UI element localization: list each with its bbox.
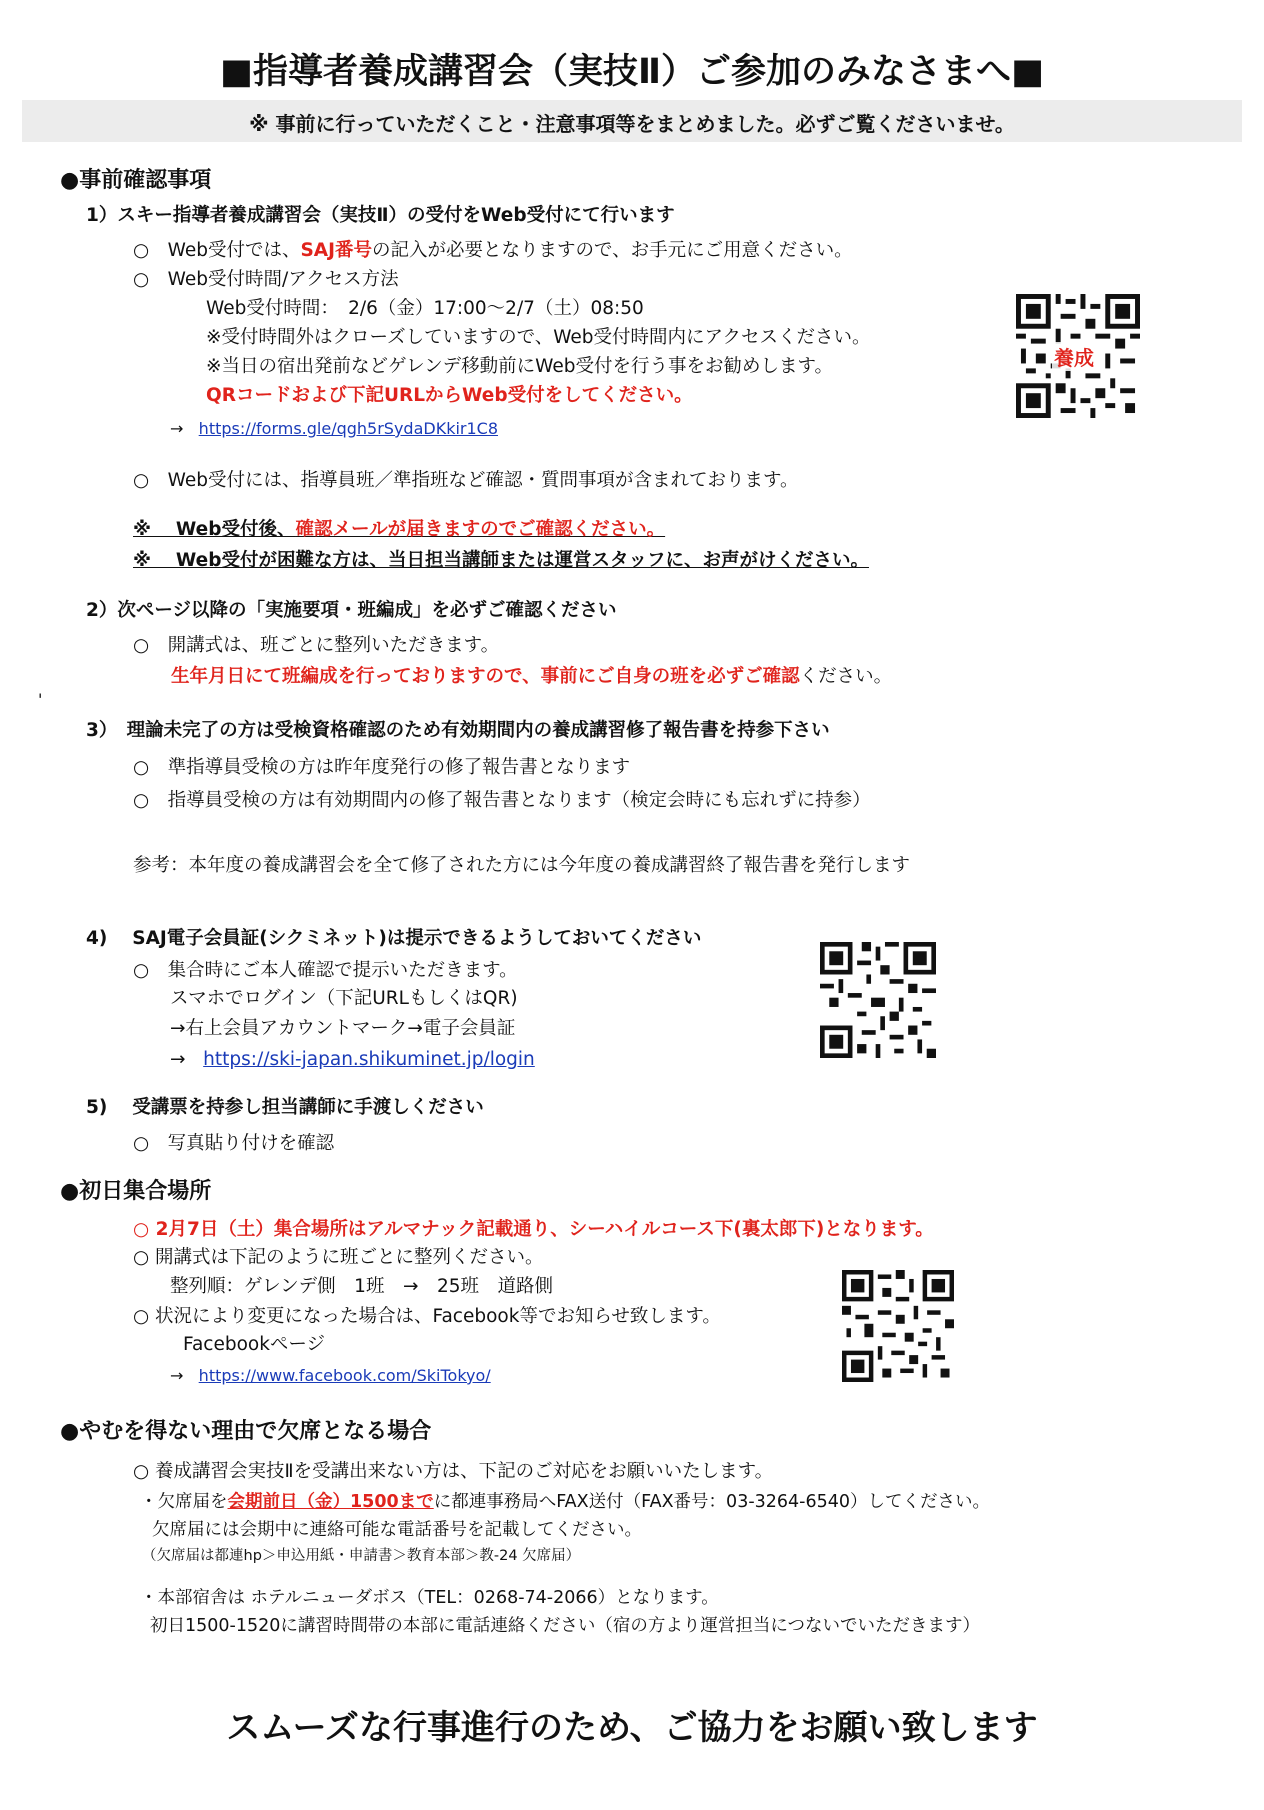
meeting-bullet1: ○ 開講式は下記のように班ごとに整列ください。 [133, 1247, 544, 1268]
qr-code-icon [842, 1270, 954, 1382]
item1-link-row [170, 419, 498, 438]
item4-path: →右上会員アカウントマーク→電子会員証 [170, 1018, 516, 1039]
notice-band-text: ※ 事前に行っていただくこと・注意事項等をまとめました。必ずご覧くださいませ。 [249, 112, 1015, 136]
page-title: ■指導者養成講習会（実技Ⅱ）ご参加のみなさまへ■ [219, 52, 1045, 92]
section-heading-absence: ●やむを得ない理由で欠席となる場合 [60, 1419, 432, 1444]
note-closed-hours: ※受付時間外はクローズしていますので、Web受付時間内にアクセスください。 [206, 327, 871, 348]
web-reception-time: Web受付時間： 2/6（金）17:00～2/7（土）08:50 [206, 298, 644, 319]
item4-login: スマホでログイン（下記URLもしくはQR) [170, 988, 518, 1009]
arrow-icon: → [170, 1049, 186, 1070]
item2-title: 2）次ページ以降の「実施要項・班編成」を必ずご確認ください [86, 600, 617, 621]
section-heading-meeting: ●初日集合場所 [60, 1179, 212, 1204]
qr-code-web-reception [1016, 294, 1140, 418]
qr-code-facebook [842, 1270, 954, 1382]
headquarters-hotel: ・本部宿舎は ホテルニューダボス（TEL：0268-74-2066）となります。 [140, 1588, 719, 1608]
qr-code-shikuminet [820, 942, 936, 1058]
item4-link-row [170, 1049, 535, 1070]
facebook-link-row [170, 1366, 491, 1385]
note-recommend: ※当日の宿出発前などゲレンデ移動前にWeb受付を行う事をお勧めします。 [206, 356, 834, 377]
item5-bullet: ○ 写真貼り付けを確認 [133, 1133, 335, 1154]
facebook-link[interactable]: https://www.facebook.com/SkiTokyo/ [198, 1366, 491, 1385]
absence-form-path: （欠席届は都連hp＞申込用紙・申請書＞教育本部＞教-24 欠席届） [142, 1548, 581, 1564]
item3-reference: 参考：本年度の養成講習会を全て修了された方には今年度の養成講習終了報告書を発行します [133, 855, 911, 876]
closing-message: スムーズな行事進行のため、ご協力をお願い致します [226, 1708, 1038, 1748]
item1-bullet-access: ○ Web受付時間/アクセス方法 [133, 269, 399, 290]
item1-bullet-questions: ○ Web受付には、指導員班／準指班など確認・質問事項が含まれております。 [133, 470, 799, 491]
note-difficulty: ※ Web受付が困難な方は、当日担当講師または運営スタッフに、お声がけください。 [133, 550, 869, 571]
qr-code-icon [820, 942, 936, 1058]
arrow-icon: → [170, 419, 184, 438]
meeting-bullet2: ○ 状況により変更になった場合は、Facebook等でお知らせ致します。 [133, 1306, 721, 1327]
section-heading-pre: ●事前確認事項 [60, 168, 212, 193]
absence-bullet: ○ 養成講習会実技Ⅱを受講出来ない方は、下記のご対応をお願いいたします。 [133, 1461, 774, 1482]
item1-title: 1）スキー指導者養成講習会（実技Ⅱ）の受付をWeb受付にて行います [86, 205, 675, 226]
item3-bullet2: ○ 指導員受検の方は有効期間内の修了報告書となります（検定会時にも忘れずに持参） [133, 790, 871, 811]
web-reception-link[interactable]: https://forms.gle/qgh5rSydaDKkir1C8 [198, 419, 499, 438]
stray-mark: ' [38, 690, 43, 709]
qr-label-yosei: 養成 [1052, 342, 1096, 371]
saj-number-highlight: SAJ番号 [300, 240, 373, 261]
item2-red-note: 生年月日にて班編成を行っておりますので、事前にご自身の班を必ずご確認ください。 [171, 666, 893, 687]
item5-title: 5) 受講票を持参し担当講師に手渡しください [86, 1097, 484, 1118]
item1-bullet-saj: ○ Web受付では、SAJ番号の記入が必要となりますので、お手元にご用意ください。 [133, 240, 853, 261]
arrow-icon: → [170, 1366, 184, 1385]
item4-bullet: ○ 集合時にご本人確認で提示いただきます。 [133, 960, 518, 981]
item3-bullet1: ○ 準指導員受検の方は昨年度発行の修了報告書となります [133, 757, 631, 778]
note-confirm-mail: ※ Web受付後、確認メールが届きますのでご確認ください。 [133, 519, 666, 540]
meeting-order: 整列順：ゲレンデ側 1班 → 25班 道路側 [170, 1276, 553, 1297]
facebook-page-label: Facebookページ [183, 1334, 326, 1355]
absence-fax: ・欠席届を会期前日（金）1500までに都連事務局へFAX送付（FAX番号：03-3264-6540）してください。 [140, 1492, 991, 1512]
shikuminet-link[interactable]: https://ski-japan.shikuminet.jp/login [203, 1049, 535, 1070]
item3-title: 3） 理論未完了の方は受検資格確認のため有効期間内の養成講習修了報告書を持参下さい [86, 720, 830, 741]
deadline-highlight: 会期前日（金）1500まで [227, 1492, 434, 1512]
headquarters-contact: 初日1500-1520に講習時間帯の本部に電話連絡ください（宿の方より運営担当につないでいただきます） [150, 1616, 981, 1636]
item4-title: 4) SAJ電子会員証(シクミネット)は提示できるようしておいてください [86, 928, 702, 949]
absence-phone-note: 欠席届には会期中に連絡可能な電話番号を記載してください。 [152, 1520, 642, 1540]
meeting-place-red: ○ 2月7日（土）集合場所はアルマナック記載通り、シーハイルコース下(裏太郎下)となります。 [133, 1219, 934, 1240]
item2-bullet: ○ 開講式は、班ごとに整列いただきます。 [133, 635, 500, 656]
qr-instruction: QRコードおよび下記URLからWeb受付をしてください。 [206, 385, 693, 406]
